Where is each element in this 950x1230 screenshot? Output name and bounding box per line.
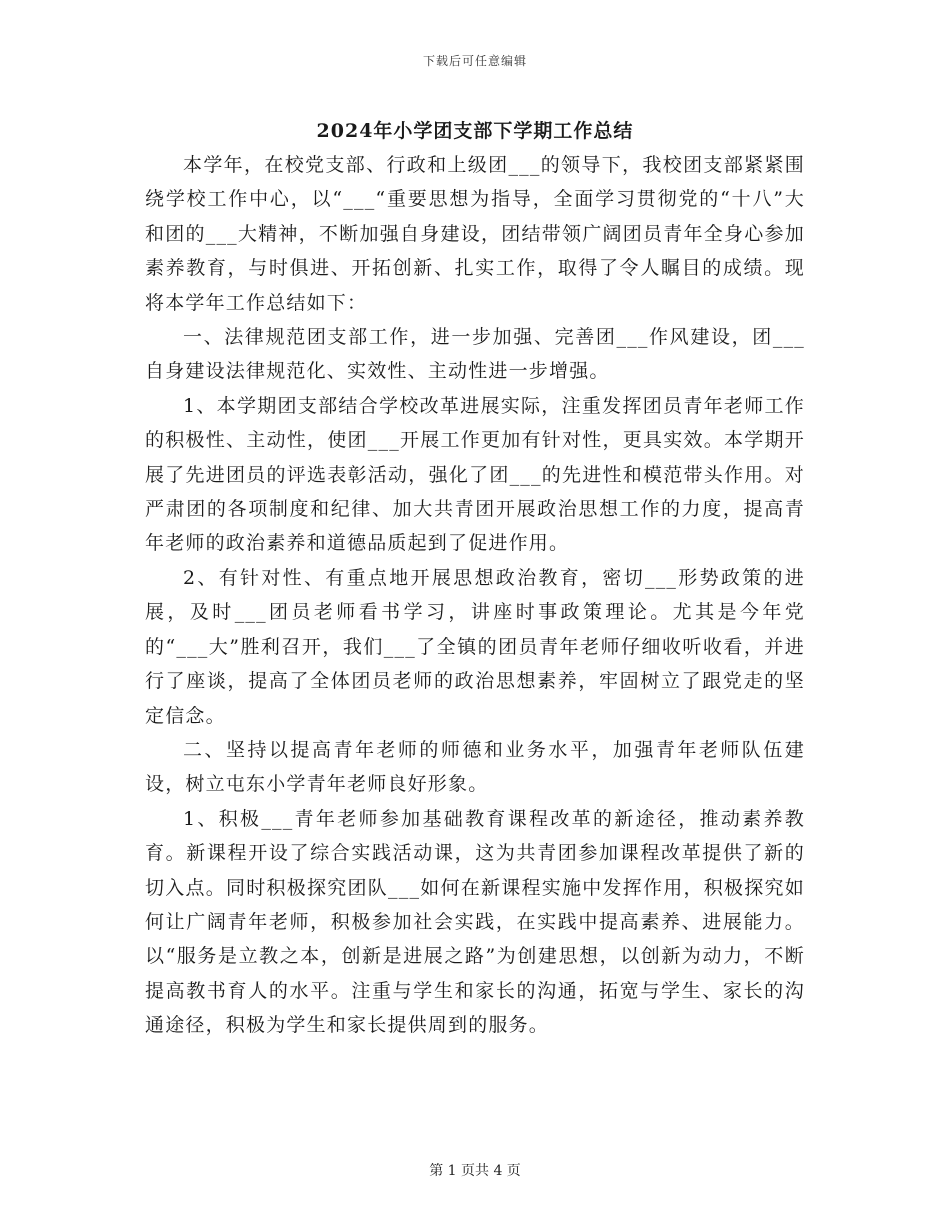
paragraph-section-1-item-1: 1、本学期团支部结合学校改革进展实际，注重发挥团员青年老师工作的积极性、主动性，使团___开展工作更加有针对性，更具实效。本学期开展了先进团员的评选表彰活动，强化了团___的先进性和模范带头作用。对严肃团的各项制度和纪律、加大共青团开展政治思想工作的力度，提高青年老师的政治素养和道德品质起到了促进作用。 [145,394,805,555]
download-note: 下载后可任意编辑 [422,54,527,68]
paragraph-intro: 本学年，在校党支部、行政和上级团___的领导下，我校团支部紧紧围绕学校工作中心，以“___“重要思想为指导，全面学习贯彻党的“十八”大和团的___大精神，不断加强自身建设，团结带领广阔团员青年全身心参加素养教育，与时俱进、开拓创新、扎实工作，取得了令人瞩目的成绩。现将本学年工作总结如下： [145,154,805,314]
paragraph-section-1-heading: 一、法律规范团支部工作，进一步加强、完善团___作风建设，团___自身建设法律规范化、实效性、主动性进一步增强。 [145,326,805,383]
document-body [145,148,805,1043]
paragraph-section-2-heading: 二、坚持以提高青年老师的师德和业务水平，加强青年老师队伍建设，树立屯东小学青年老师良好形象。 [145,738,805,796]
paragraph-section-2-item-1: 1、积极___青年老师参加基础教育课程改革的新途径，推动素养教育。新课程开设了综合实践活动课，这为共青团参加课程改革提供了新的切入点。同时积极探究团队___如何在新课程实施中发挥作用，积极探究如何让广阔青年老师，积极参加社会实践，在实践中提高素养、进展能力。以“服务是立教之本，创新是进展之路”为创建思想，以创新为动力，不断提高教书育人的水平。注重与学生和家长的沟通，拓宽与学生、家长的沟通途径，积极为学生和家长提供周到的服务。 [145,807,805,1037]
page-number: 第 1 页共 4 页 [429,1163,521,1179]
paragraph-section-1-item-2: 2、有针对性、有重点地开展思想政治教育，密切___形势政策的进展，及时___团员老师看书学习，讲座时事政策理论。尤其是今年党的“___大”胜利召开，我们___了全镇的团员青年老师仔细收听收看，并进行了座谈，提高了全体团员老师的政治思想素养，牢固树立了跟党走的坚定信念。 [145,566,805,727]
document-title: 2024年小学团支部下学期工作总结 [316,120,634,142]
